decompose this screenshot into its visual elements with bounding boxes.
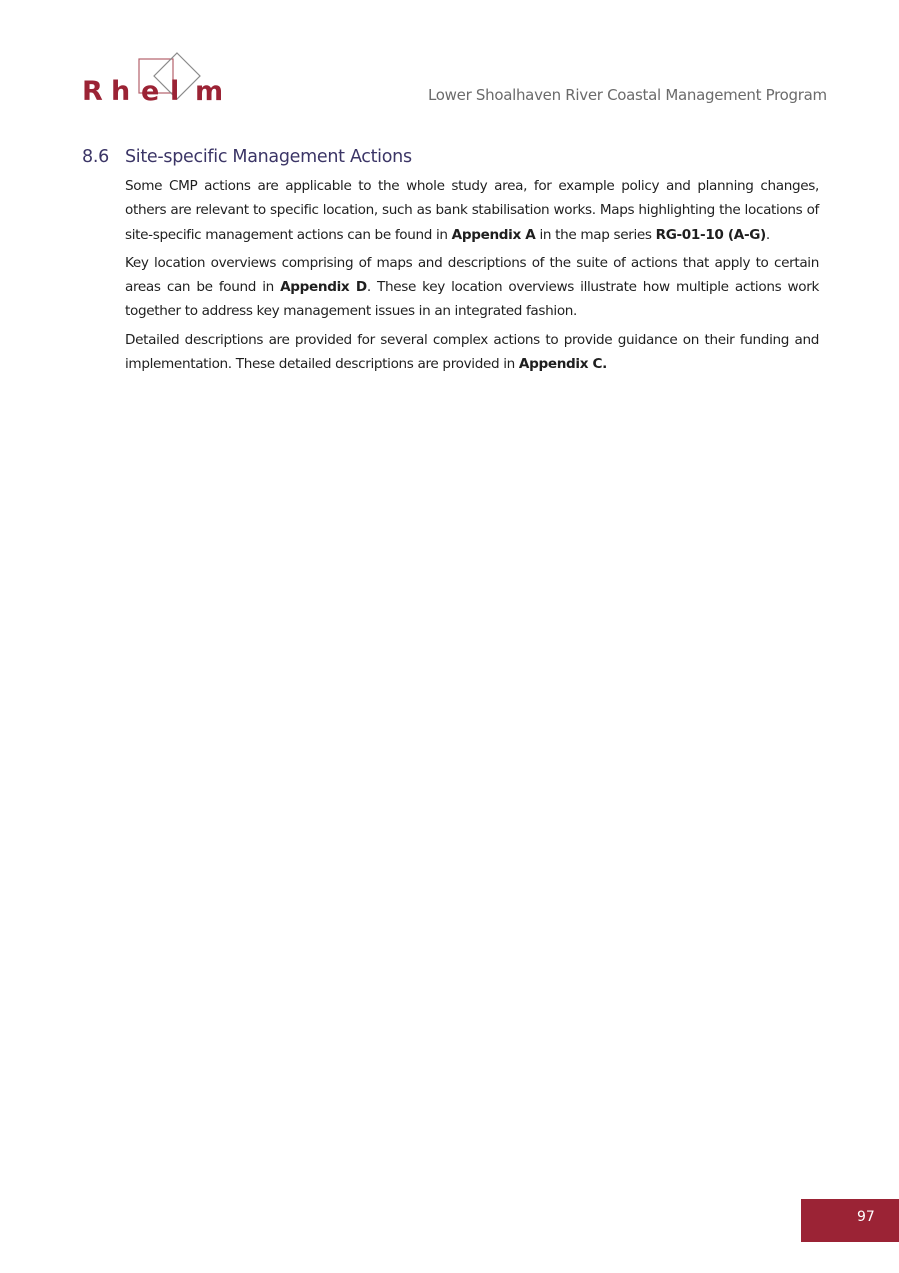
- logo-letter: m: [195, 76, 224, 107]
- appendix-a-ref: Appendix A: [451, 226, 536, 243]
- page-number: 97: [857, 1209, 875, 1225]
- text-run: in the map series: [535, 226, 656, 243]
- section-title: Site-specific Management Actions: [125, 147, 412, 167]
- appendix-c-ref: Appendix C.: [518, 356, 607, 373]
- logo-wordmark: [82, 76, 223, 107]
- text-run: . These key location overviews illustrate how multiple actions work together to address key management issues in an integrated fashion.: [125, 279, 819, 320]
- body-text: [125, 174, 819, 380]
- paragraph: [125, 251, 819, 324]
- document-title: Lower Shoalhaven River Coastal Management Program: [428, 86, 827, 104]
- paragraph: [125, 174, 819, 247]
- paragraph: [125, 328, 819, 377]
- logo-letter: e: [141, 76, 160, 107]
- text-run: Key location overviews comprising of maps and descriptions of the suite of actions that apply to certain areas can be found in: [125, 254, 819, 296]
- section-number: 8.6: [82, 147, 109, 167]
- text-run: Detailed descriptions are provided for several complex actions to provide guidance on their funding and implementation. These detailed descriptions are provided in: [125, 331, 819, 373]
- section-heading: [82, 147, 412, 167]
- logo-letter: R: [82, 76, 103, 107]
- text-run: .: [765, 226, 770, 243]
- logo-letter: l: [170, 76, 180, 107]
- text-run: Some CMP actions are applicable to the whole study area, for example policy and planning changes, others are relevant to specific location, such as bank stabilisation works. Maps highlighting the locations of site-specific management actions can be found in: [125, 178, 819, 243]
- page-number-badge: [801, 1199, 899, 1242]
- map-series-ref: RG-01-10 (A-G): [655, 226, 766, 243]
- rhelm-logo: [82, 50, 232, 106]
- appendix-d-ref: Appendix D: [280, 279, 367, 296]
- logo-letter: h: [111, 76, 131, 107]
